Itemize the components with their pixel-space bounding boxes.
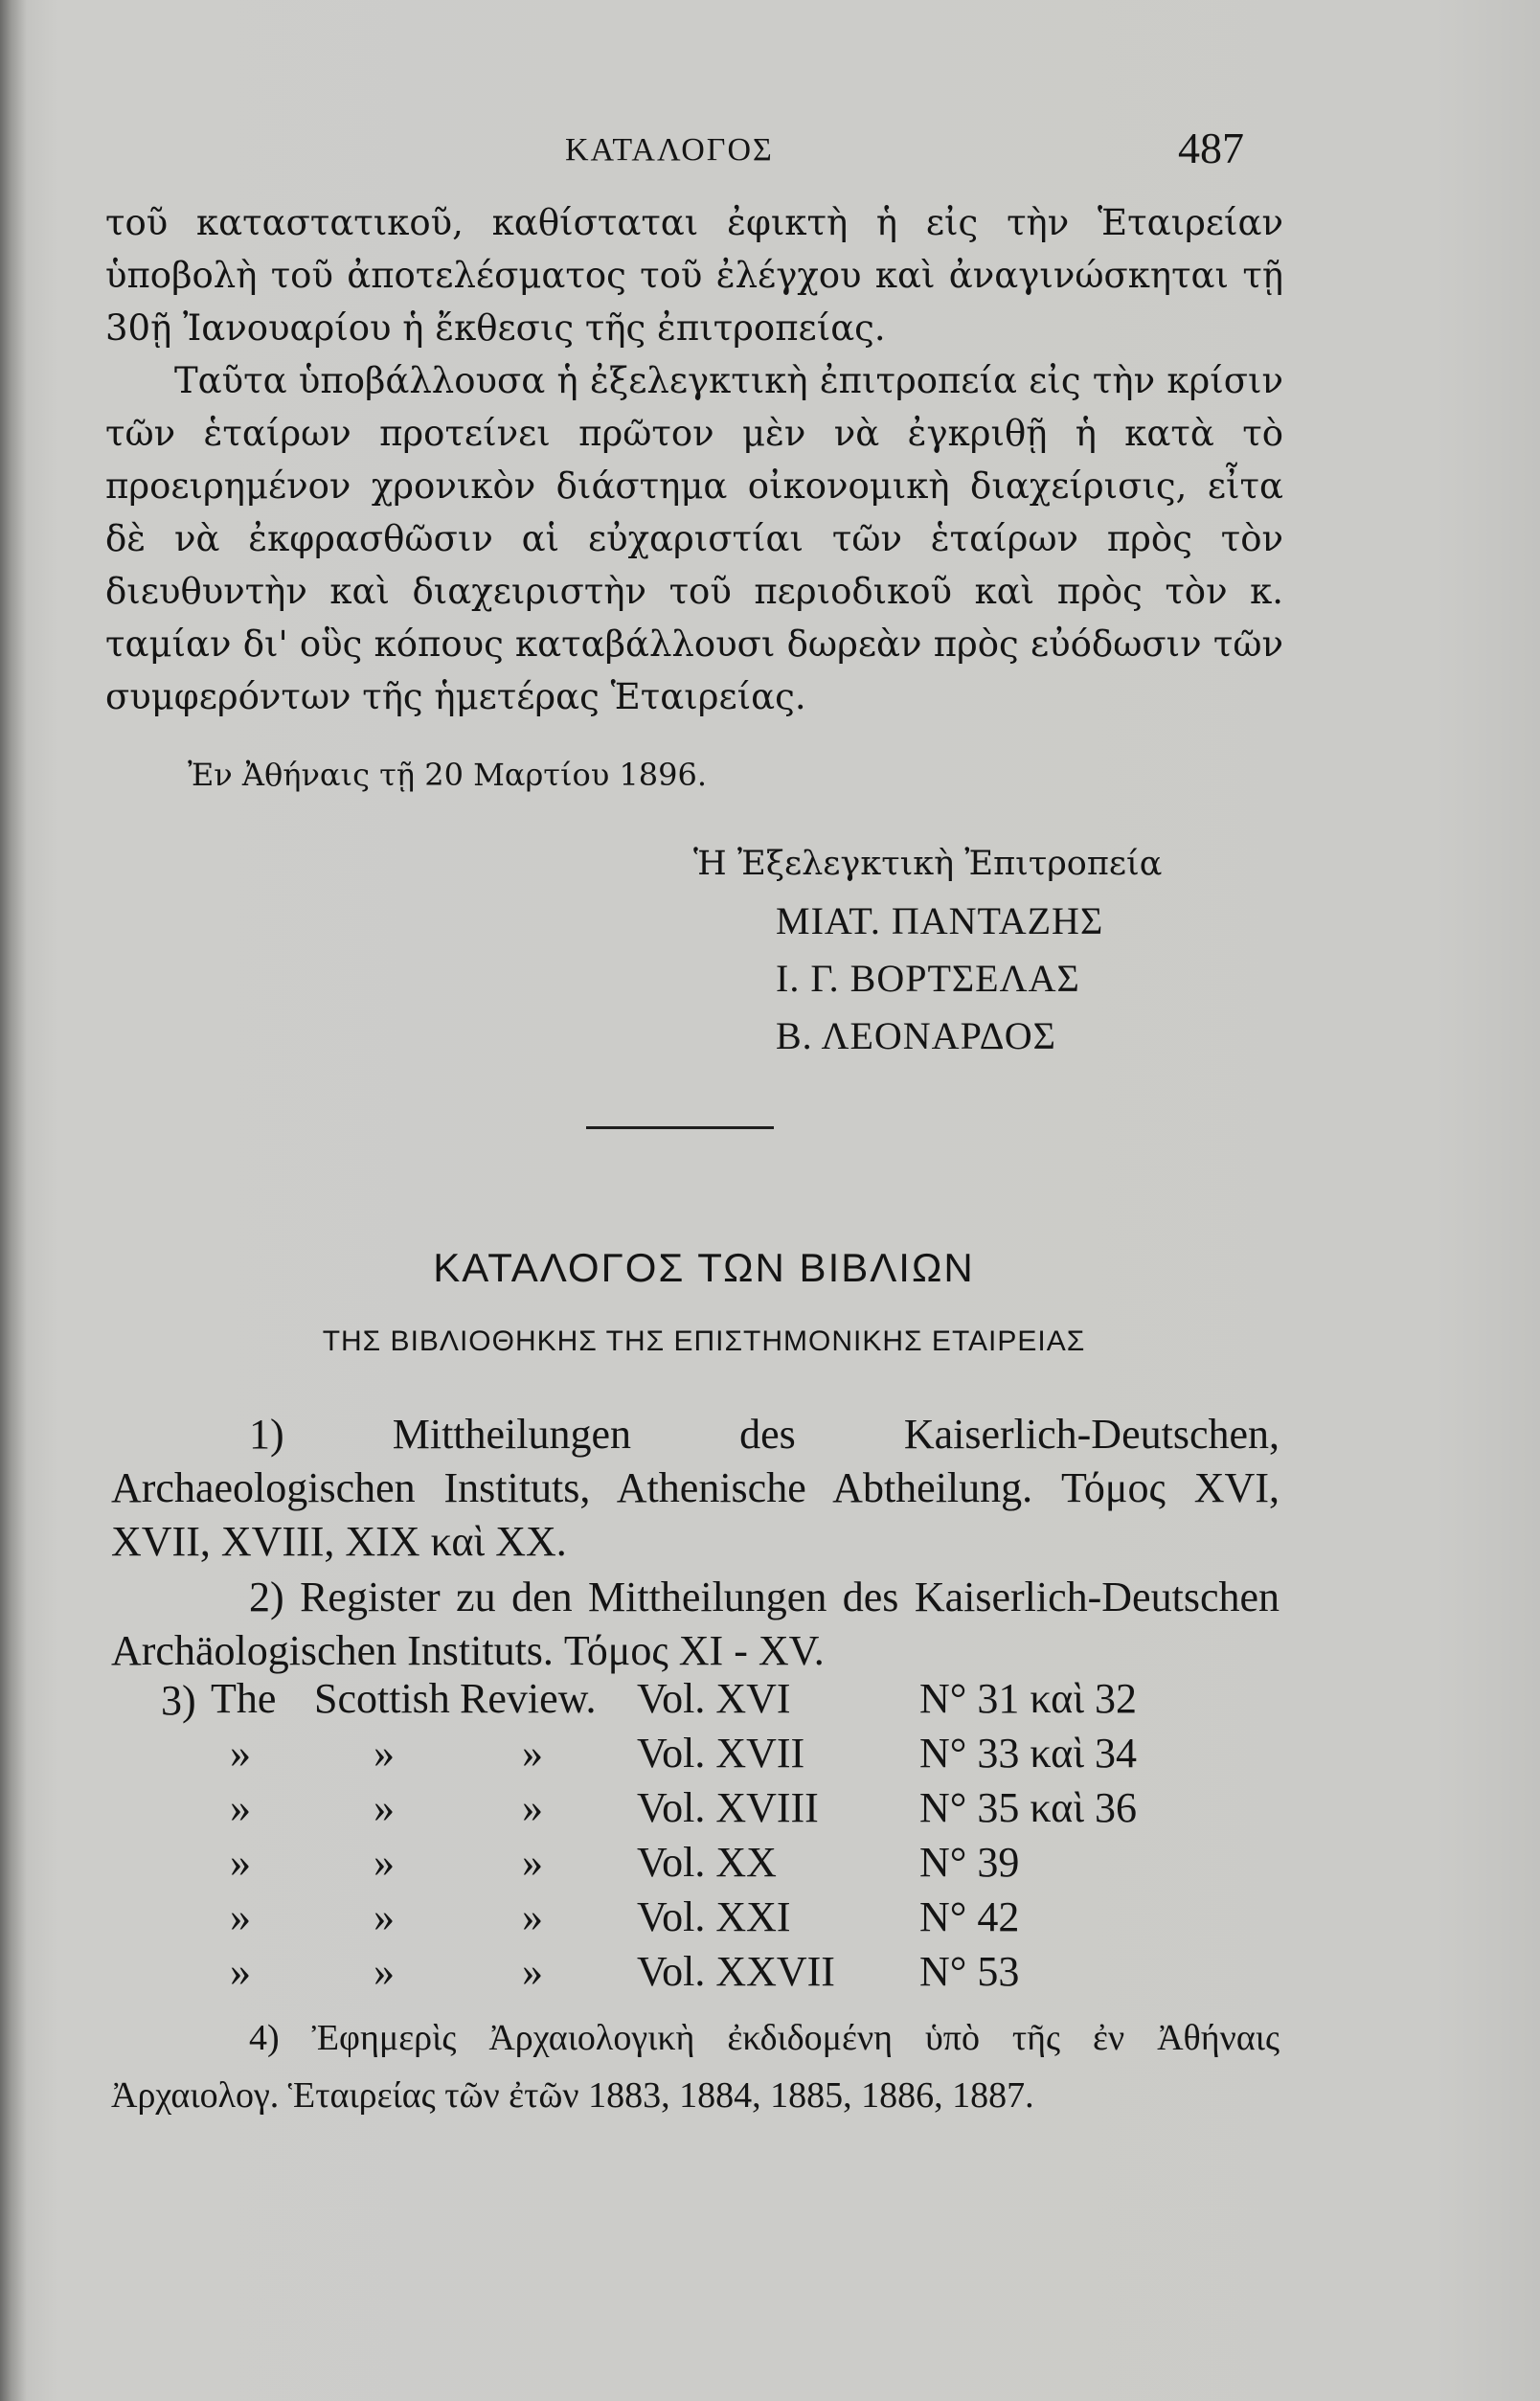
issue-numbers: N° 31 καὶ 32 (919, 1675, 1138, 1722)
issue-numbers: N° 39 (919, 1839, 1020, 1886)
ditto-mark: » (230, 1730, 251, 1777)
committee-member: Ι. Γ. ΒΟΡΤΣΕΛΑΣ (776, 957, 1080, 1000)
title-word: The (211, 1675, 277, 1722)
ditto-mark: » (230, 1839, 251, 1886)
issue-numbers: N° 53 (919, 1948, 1020, 1995)
volume: Vol. XXVII (637, 1948, 835, 1995)
volume: Vol. XVIII (637, 1784, 819, 1831)
entry-number: 4) (249, 2018, 280, 2058)
title-word: Scottish (314, 1675, 450, 1722)
entry-text: Register zu den Mittheilungen des Kaiserlich-Deutschen Archäologischen Instituts. Τόμος XI - XV. (111, 1574, 1280, 1674)
catalogue-entry-1 (111, 1408, 1280, 1569)
ditto-mark: » (230, 1893, 251, 1940)
ditto-mark: » (522, 1839, 543, 1886)
ditto-mark: » (374, 1730, 395, 1777)
catalogue-entry-4 (111, 2009, 1280, 2124)
ditto-mark: » (522, 1948, 543, 1995)
issue-numbers: N° 42 (919, 1893, 1020, 1940)
report-paragraph-2: Ταῦτα ὑποβάλλουσα ἡ ἐξελεγκτικὴ ἐπιτροπεία εἰς τὴν κρίσιν τῶν ἑταίρων προτείνει πρῶτον μὲν νὰ ἐγκριθῇ ἡ κατὰ τὸ προειρημένον χρονικὸν διάστημα οἰκονομικὴ διαχείρισις, εἶτα δὲ νὰ ἐκφρασθῶσιν αἱ εὐχαριστίαι τῶν ἑταίρων πρὸς τὸν διευθυντὴν καὶ διαχειριστὴν τοῦ περιοδικοῦ καὶ πρὸς τὸν κ. ταμίαν δι' οὓς κόπους καταβάλλουσι δωρεὰν πρὸς εὐόδωσιν τῶν συμφερόντων τῆς ἡμετέρας Ἑταιρείας. (105, 360, 1283, 717)
committee-member: Β. ΛΕΟΝΑΡΔΟΣ (776, 1014, 1056, 1057)
ditto-mark: » (522, 1784, 543, 1831)
running-title: ΚΑΤΑΛΟΓΟΣ (565, 132, 774, 168)
title-word: Review. (460, 1675, 597, 1722)
entry-number: 2) (249, 1574, 284, 1620)
ditto-mark: » (374, 1784, 395, 1831)
issue-numbers: N° 35 καὶ 36 (919, 1784, 1138, 1831)
committee-member: ΜΙΑΤ. ΠΑΝΤΑΖΗΣ (776, 899, 1104, 942)
catalogue-entry-2 (111, 1571, 1280, 1678)
report-paragraph-1: τοῦ καταστατικοῦ, καθίσταται ἐφικτὴ ἡ εἰς τὴν Ἑταιρείαν ὑποβολὴ τοῦ ἀποτελέσματος τοῦ ἐλέγχου καὶ ἀναγινώσκηται τῇ 30ῇ Ἰανουαρίου ἡ ἔκθεσις τῆς ἐπιτροπείας. (105, 202, 1283, 349)
ditto-mark: » (230, 1948, 251, 1995)
section-divider (586, 1126, 774, 1129)
committee-signature-block (693, 835, 1293, 1065)
catalogue-subtitle: ΤΗΣ ΒΙΒΛΙΟΘΗΚΗΣ ΤΗΣ ΕΠΙΣΤΗΜΟΝΙΚΗΣ ΕΤΑΙΡΕΙΑΣ (322, 1325, 1086, 1357)
committee-title: Ἡ Ἐξελεγκτικὴ Ἐπιτροπεία (693, 845, 1163, 883)
volume: Vol. XX (637, 1839, 777, 1886)
ditto-mark: » (522, 1730, 543, 1777)
catalogue-title: ΚΑΤΑΛΟΓΟΣ ΤΩΝ ΒΙΒΛΙΩΝ (433, 1245, 975, 1290)
ditto-mark: » (230, 1784, 251, 1831)
ditto-mark: » (522, 1893, 543, 1940)
entry-number: 1) (249, 1411, 284, 1458)
ditto-mark: » (374, 1839, 395, 1886)
entry-text: Ἐφημερὶς Ἀρχαιολογικὴ ἐκδιδομένη ὑπὸ τῆς ἐν Ἀθήναις Ἀρχαιολογ. Ἑταιρείας τῶν ἐτῶν 1883, 1884, 1885, 1886, 1887. (111, 2018, 1280, 2116)
volume: Vol. XVI (637, 1675, 791, 1722)
volume: Vol. XVII (637, 1730, 805, 1777)
entry-number: 3) (161, 1677, 196, 1724)
issue-numbers: N° 33 καὶ 34 (919, 1730, 1138, 1777)
ditto-mark: » (374, 1893, 395, 1940)
volume: Vol. XXI (637, 1893, 791, 1940)
page-header (0, 123, 1540, 180)
entry-text: Mittheilungen des Kaiserlich-Deutschen, Archaeologischen Instituts, Athenische Abtheilung. Τόμος XVI, XVII, XVIII, XIX καὶ XX. (111, 1411, 1280, 1565)
page-number: 487 (1178, 124, 1244, 172)
ditto-mark: » (374, 1948, 395, 1995)
dateline: Ἐν Ἀθήναις τῇ 20 Μαρτίου 1896. (188, 757, 708, 793)
